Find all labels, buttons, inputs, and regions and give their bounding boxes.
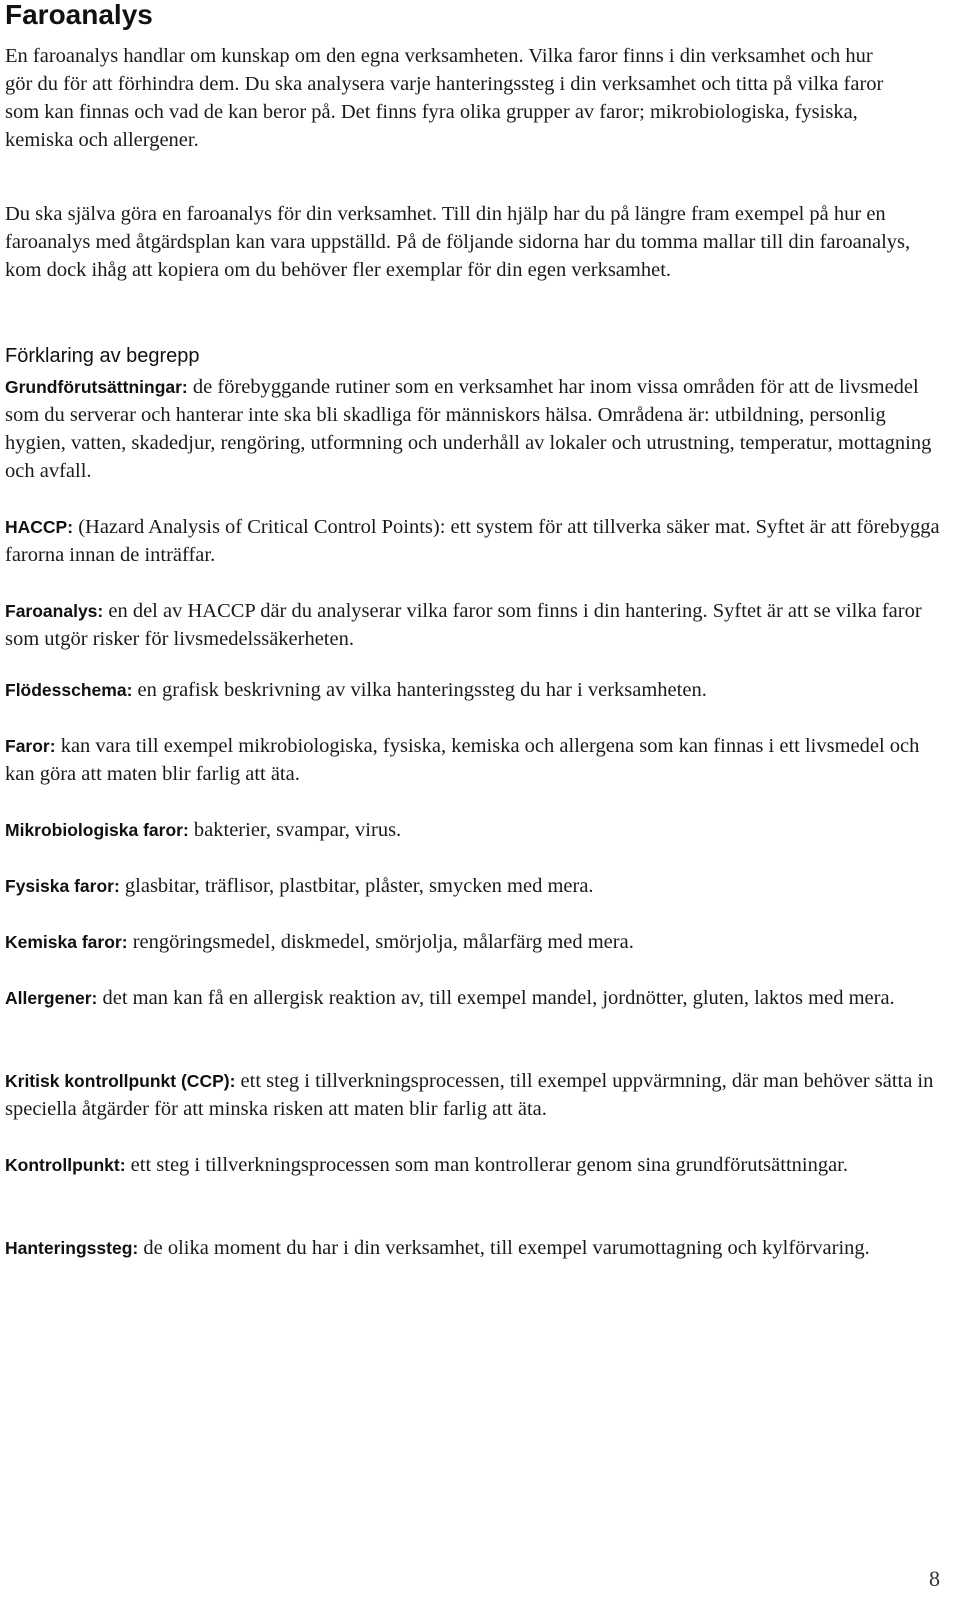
definition-text: det man kan få en allergisk reaktion av, till exempel mandel, jordnötter, gluten, laktos med mera. [97,987,895,1009]
definition-term: Faroanalys: [5,601,104,621]
definition-faror [5,732,950,788]
definition-text: rengöringsmedel, diskmedel, smörjolja, målarfärg med mera. [127,931,634,953]
definition-term: Hanteringssteg: [5,1238,139,1258]
definition-term: Grundförutsättningar: [5,377,188,397]
intro-paragraph-1: En faroanalys handlar om kunskap om den egna verksamheten. Vilka faror finns i din verksamhet och hur gör du för att förhindra dem. Du ska analysera varje hanteringssteg i din verksamhet och titta på vilka faror som kan finnas och vad de kan beror på. Det finns fyra olika grupper av faror; mikrobiologiska, fysiska, kemiska och allergener. [5,45,884,151]
definition-term: Kritisk kontrollpunkt (CCP): [5,1071,236,1091]
definition-flodesschema [5,676,950,704]
definition-text: ett steg i tillverkningsprocessen, till exempel uppvärmning, där man behöver sätta in speciella åtgärder för att minska risken att maten blir farlig att äta. [5,1070,934,1120]
definition-fysiska-faror [5,872,950,900]
section-heading: Förklaring av begrepp [5,345,200,367]
definition-term: Faror: [5,736,56,756]
definition-text: en grafisk beskrivning av vilka hanteringssteg du har i verksamheten. [132,679,707,701]
definition-text: bakterier, svampar, virus. [188,819,402,841]
intro-paragraph-2: Du ska själva göra en faroanalys för din verksamhet. Till din hjälp har du på längre fram exempel på hur en faroanalys med åtgärdsplan kan vara uppställd. På de följande sidorna har du tomma mallar till din faroanalys, kom dock ihåg att kopiera om du behöver fler exemplar för din egen verksamhet. [5,203,911,281]
page-number: 8 [929,1566,940,1591]
definition-term: Mikrobiologiska faror: [5,820,189,840]
definition-faroanalys [5,597,950,653]
definition-text: de olika moment du har i din verksamhet, till exempel varumottagning och kylförvaring. [138,1237,870,1259]
definition-mikrobiologiska-faror [5,816,950,844]
definition-allergener [5,984,950,1012]
definition-grundforutsattningar [5,373,950,485]
definition-term: Kemiska faror: [5,932,128,952]
definition-text: (Hazard Analysis of Critical Control Points): ett system för att tillverka säker mat. Syftet är att förebygga farorna innan de inträffar. [5,516,940,566]
definition-kemiska-faror [5,928,950,956]
definition-term: Fysiska faror: [5,876,120,896]
definition-kontrollpunkt [5,1151,950,1179]
definition-text: en del av HACCP där du analyserar vilka faror som finns i din hantering. Syftet är att se vilka faror som utgör risker för livsmedelssäkerheten. [5,600,922,650]
definition-term: Flödesschema: [5,680,133,700]
definition-text: ett steg i tillverkningsprocessen som man kontrollerar genom sina grundförutsättningar. [125,1154,849,1176]
page-title: Faroanalys [5,0,153,30]
definition-term: Kontrollpunkt: [5,1155,126,1175]
definition-text: glasbitar, träflisor, plastbitar, plåster, smycken med mera. [119,875,594,897]
definition-term: Allergener: [5,988,98,1008]
definition-term: HACCP: [5,517,74,537]
definition-text: de förebyggande rutiner som en verksamhet har inom vissa områden för att de livsmedel som du serverar och hanterar inte ska bli skadliga för människors hälsa. Områdena är: utbildning, personlig hygien, vatten, skadedjur, rengöring, utformning och underhåll av lokaler och utrustning, temperatur, mottagning och avfall. [5,376,932,482]
definition-haccp [5,513,950,569]
definition-kritisk-kontrollpunkt [5,1067,950,1123]
definition-text: kan vara till exempel mikrobiologiska, fysiska, kemiska och allergena som kan finnas i ett livsmedel och kan göra att maten blir farlig att äta. [5,735,920,785]
definition-hanteringssteg [5,1234,950,1262]
